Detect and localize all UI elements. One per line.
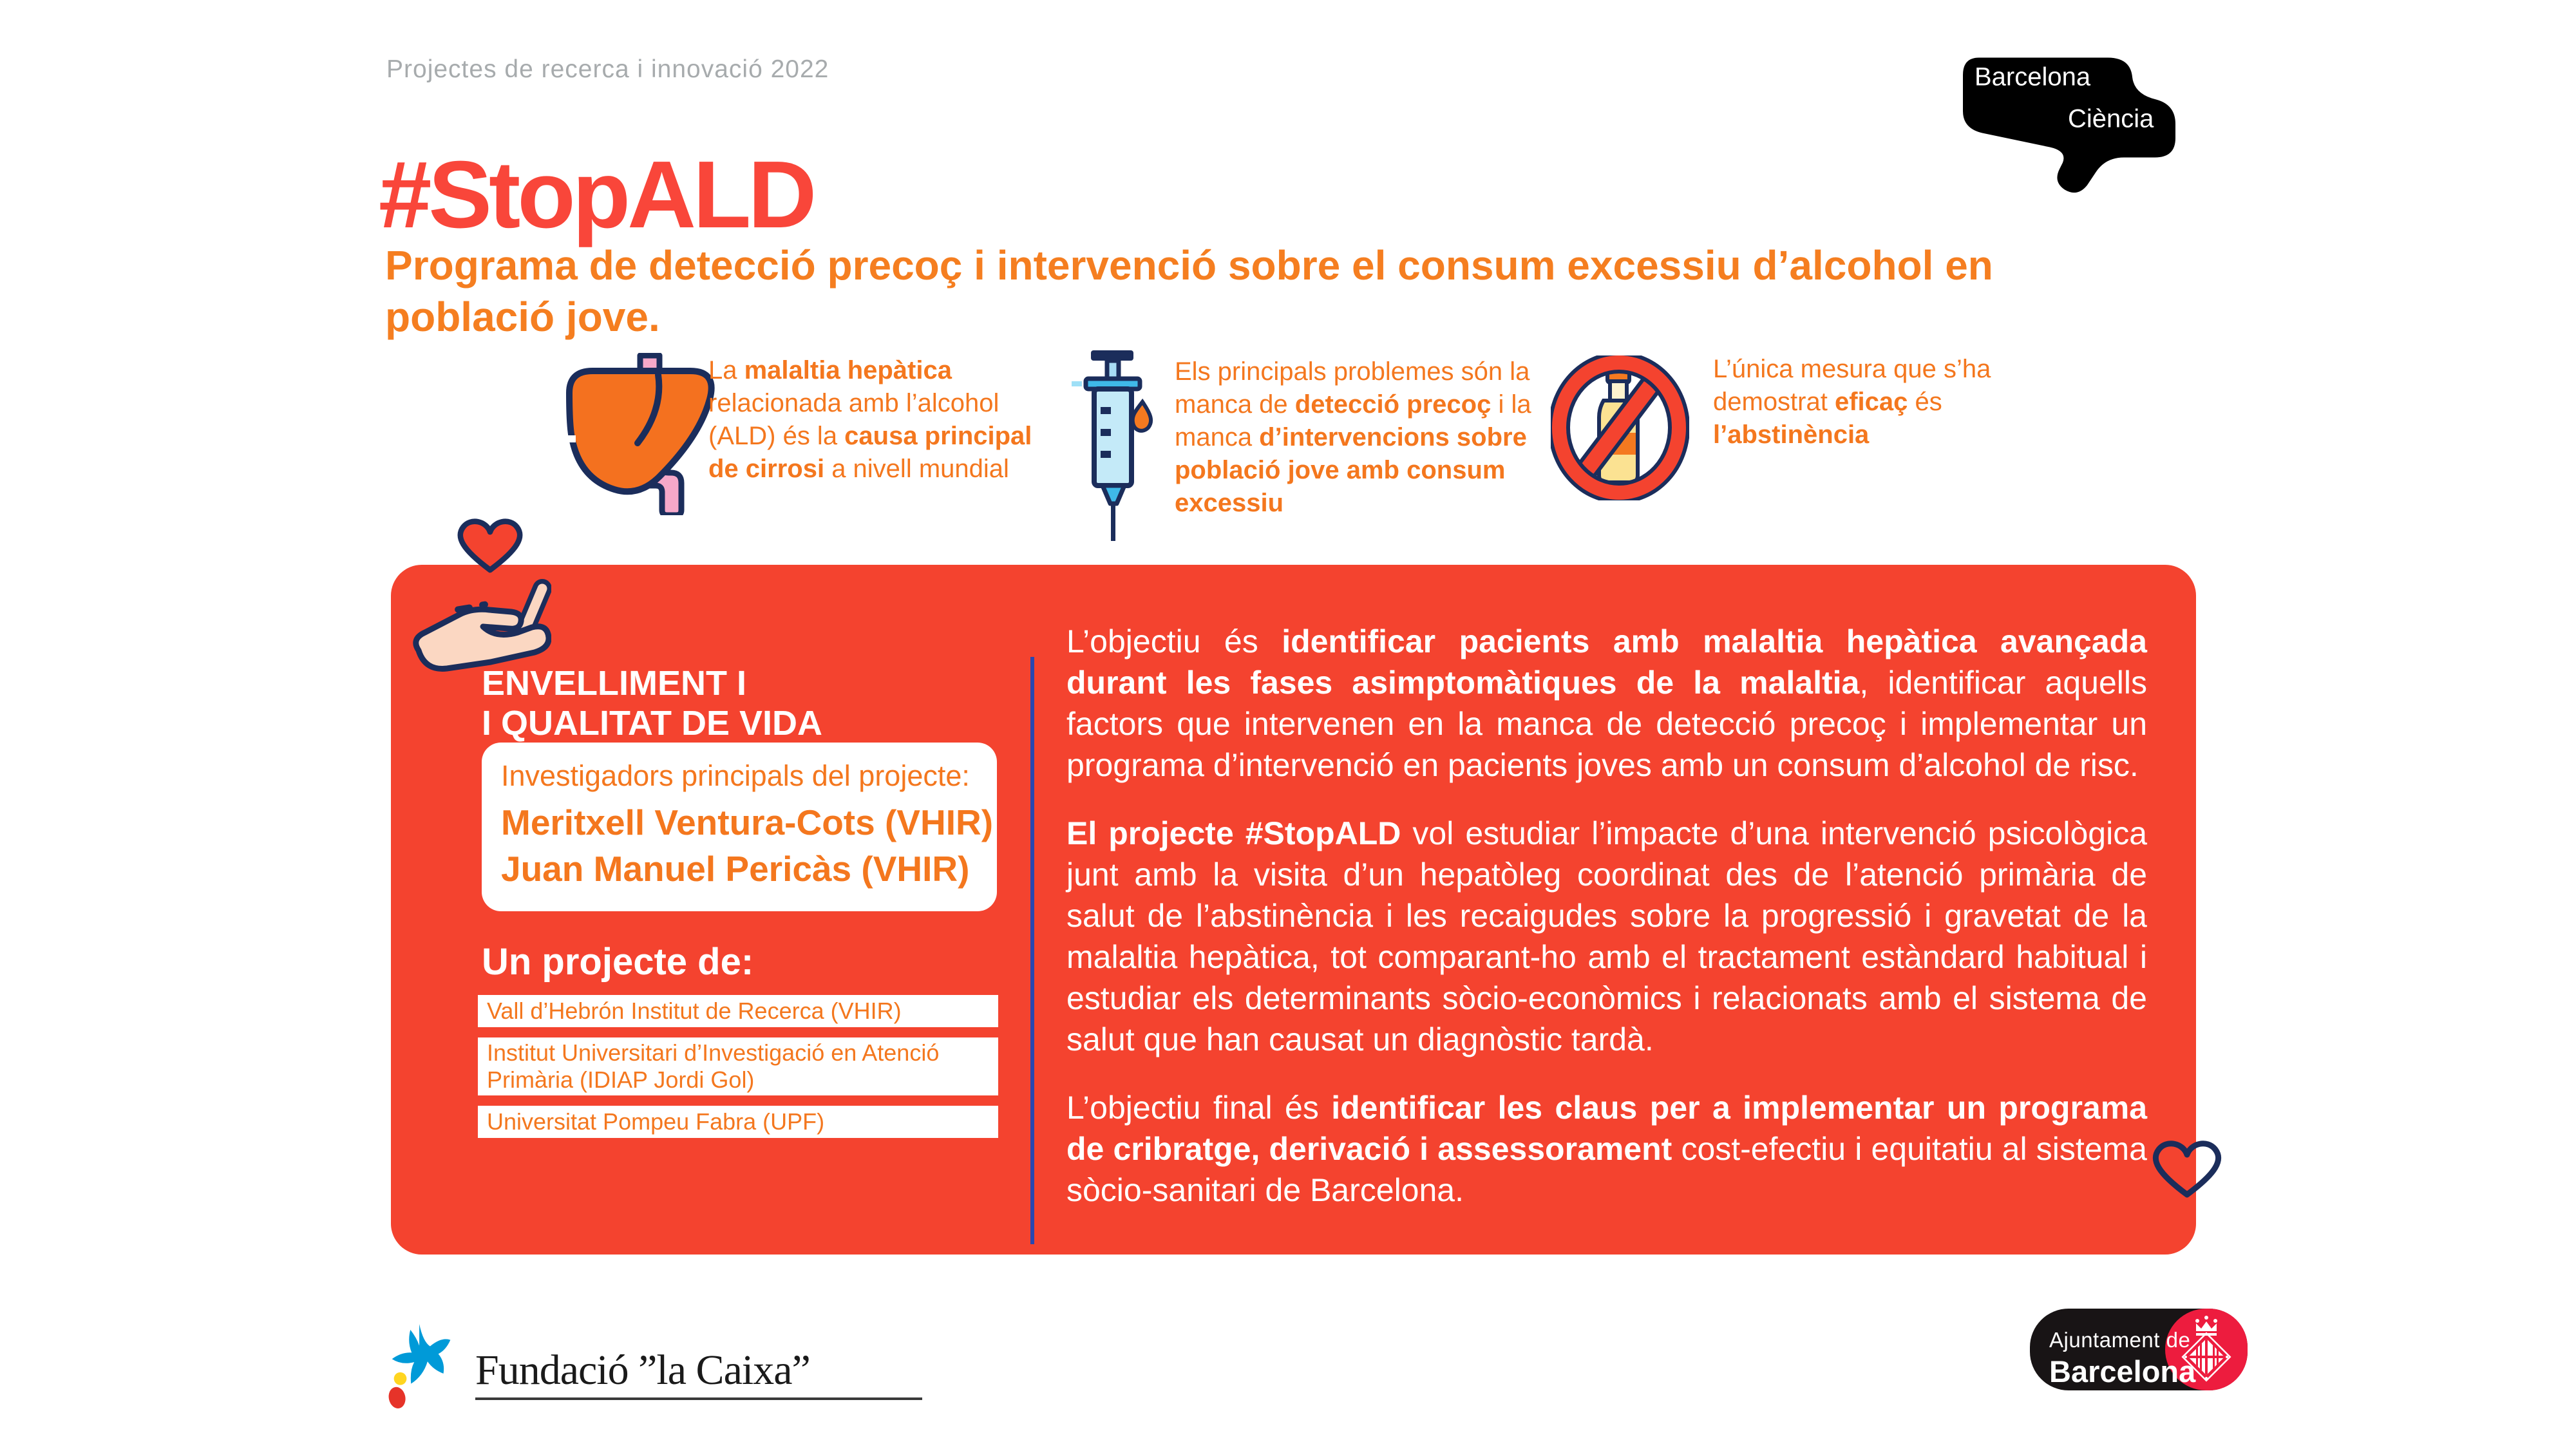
fact-liver-text: La malaltia hepàtica relacionada amb l’alcohol (ALD) és la causa principal de cirrosi a nivell mundial bbox=[708, 356, 1032, 483]
hand-icon bbox=[401, 574, 551, 672]
lacaixa-underline bbox=[475, 1397, 922, 1400]
ajuntament-line1: Ajuntament de bbox=[2049, 1328, 2191, 1352]
page-subtitle: Programa de detecció precoç i intervenció sobre el consum excessiu d’alcohol en població jove. bbox=[385, 242, 1993, 340]
institution-name: Universitat Pompeu Fabra (UPF) bbox=[487, 1108, 825, 1135]
investigator-name: Meritxell Ventura-Cots (VHIR) bbox=[501, 802, 994, 842]
project-of-label: Un projecte de: bbox=[482, 941, 754, 983]
ajuntament-line2: Barcelona bbox=[2049, 1354, 2196, 1388]
column-divider bbox=[1030, 657, 1034, 1244]
institution-bar bbox=[478, 1106, 998, 1138]
barcelona-ciencia-logo bbox=[1963, 53, 2175, 204]
description-paragraph: El projecte #StopALD vol estudiar l’impacte d’una intervenció psicològica junt amb la visita d’un hepatòleg coordinat des de l’atenció primària de salut de l’abstinència i les recaigudes sobre la progressió i gravetat de la malaltia hepàtica, tot comparant-ho amb el tractament estàndard habitual i estudiar els determinants sòcio-econòmics i relacionats amb el sistema de salut que han causat un diagnòstic tardà. bbox=[1066, 815, 2147, 1057]
syringe-icon bbox=[1070, 348, 1157, 554]
ajuntament-wordmark bbox=[2049, 1328, 2195, 1389]
category-heading bbox=[482, 663, 822, 743]
institutions-list bbox=[478, 995, 998, 1148]
lacaixa-wordmark: Fundació ”la Caixa” bbox=[475, 1347, 810, 1394]
lacaixa-star-icon bbox=[384, 1324, 461, 1413]
collection-label: Projectes de recerca i innovació 2022 bbox=[386, 55, 829, 83]
category-line1: ENVELLIMENT I bbox=[482, 664, 747, 703]
project-description bbox=[1066, 621, 2147, 1238]
description-paragraph: L’objectiu és identificar pacients amb malaltia hepàtica avançada durant les fases asimptomàtiques de la malaltia, identificar aquells factors que intervenen en la manca de detecció precoç i implementar un programa d’intervenció en pacients joves amb un consum d’alcohol de risc. bbox=[1066, 623, 2147, 783]
page-title: #StopALD bbox=[379, 142, 814, 248]
investigators-label: Investigadors principals del projecte: bbox=[501, 759, 970, 792]
category-line2: I QUALITAT DE VIDA bbox=[482, 704, 822, 743]
investigator-name: Juan Manuel Pericàs (VHIR) bbox=[501, 849, 970, 889]
institution-name: Vall d’Hebrón Institut de Recerca (VHIR) bbox=[487, 998, 902, 1024]
institution-bar bbox=[478, 1037, 998, 1095]
heart-outline-icon bbox=[2148, 1136, 2226, 1202]
institution-name: Institut Universitari d’Investigació en Atenció Primària (IDIAP Jordi Gol) bbox=[487, 1039, 940, 1093]
ajuntament-barcelona-logo bbox=[2030, 1309, 2248, 1390]
institution-bar bbox=[478, 995, 998, 1027]
description-paragraph: L’objectiu final és identificar les claus per a implementar un programa de cribratge, derivació i assessorament cost-efectiu i equitatiu al sistema sòcio-sanitari de Barcelona. bbox=[1066, 1090, 2148, 1208]
fact-abstinence-text: L’única mesura que s’ha demostrat eficaç és l’abstinència bbox=[1713, 355, 1991, 449]
no-alcohol-icon bbox=[1551, 355, 1689, 500]
fact-detection-text: Els principals problemes són la manca de detecció precoç i la manca d’intervencions sobre població jove amb consum excessiu bbox=[1175, 357, 1531, 517]
bcn-logo-line2: Ciència bbox=[2068, 104, 2154, 133]
bcn-logo-line1: Barcelona bbox=[1975, 62, 2091, 91]
investigators-card bbox=[482, 743, 997, 911]
heart-icon bbox=[453, 513, 527, 578]
